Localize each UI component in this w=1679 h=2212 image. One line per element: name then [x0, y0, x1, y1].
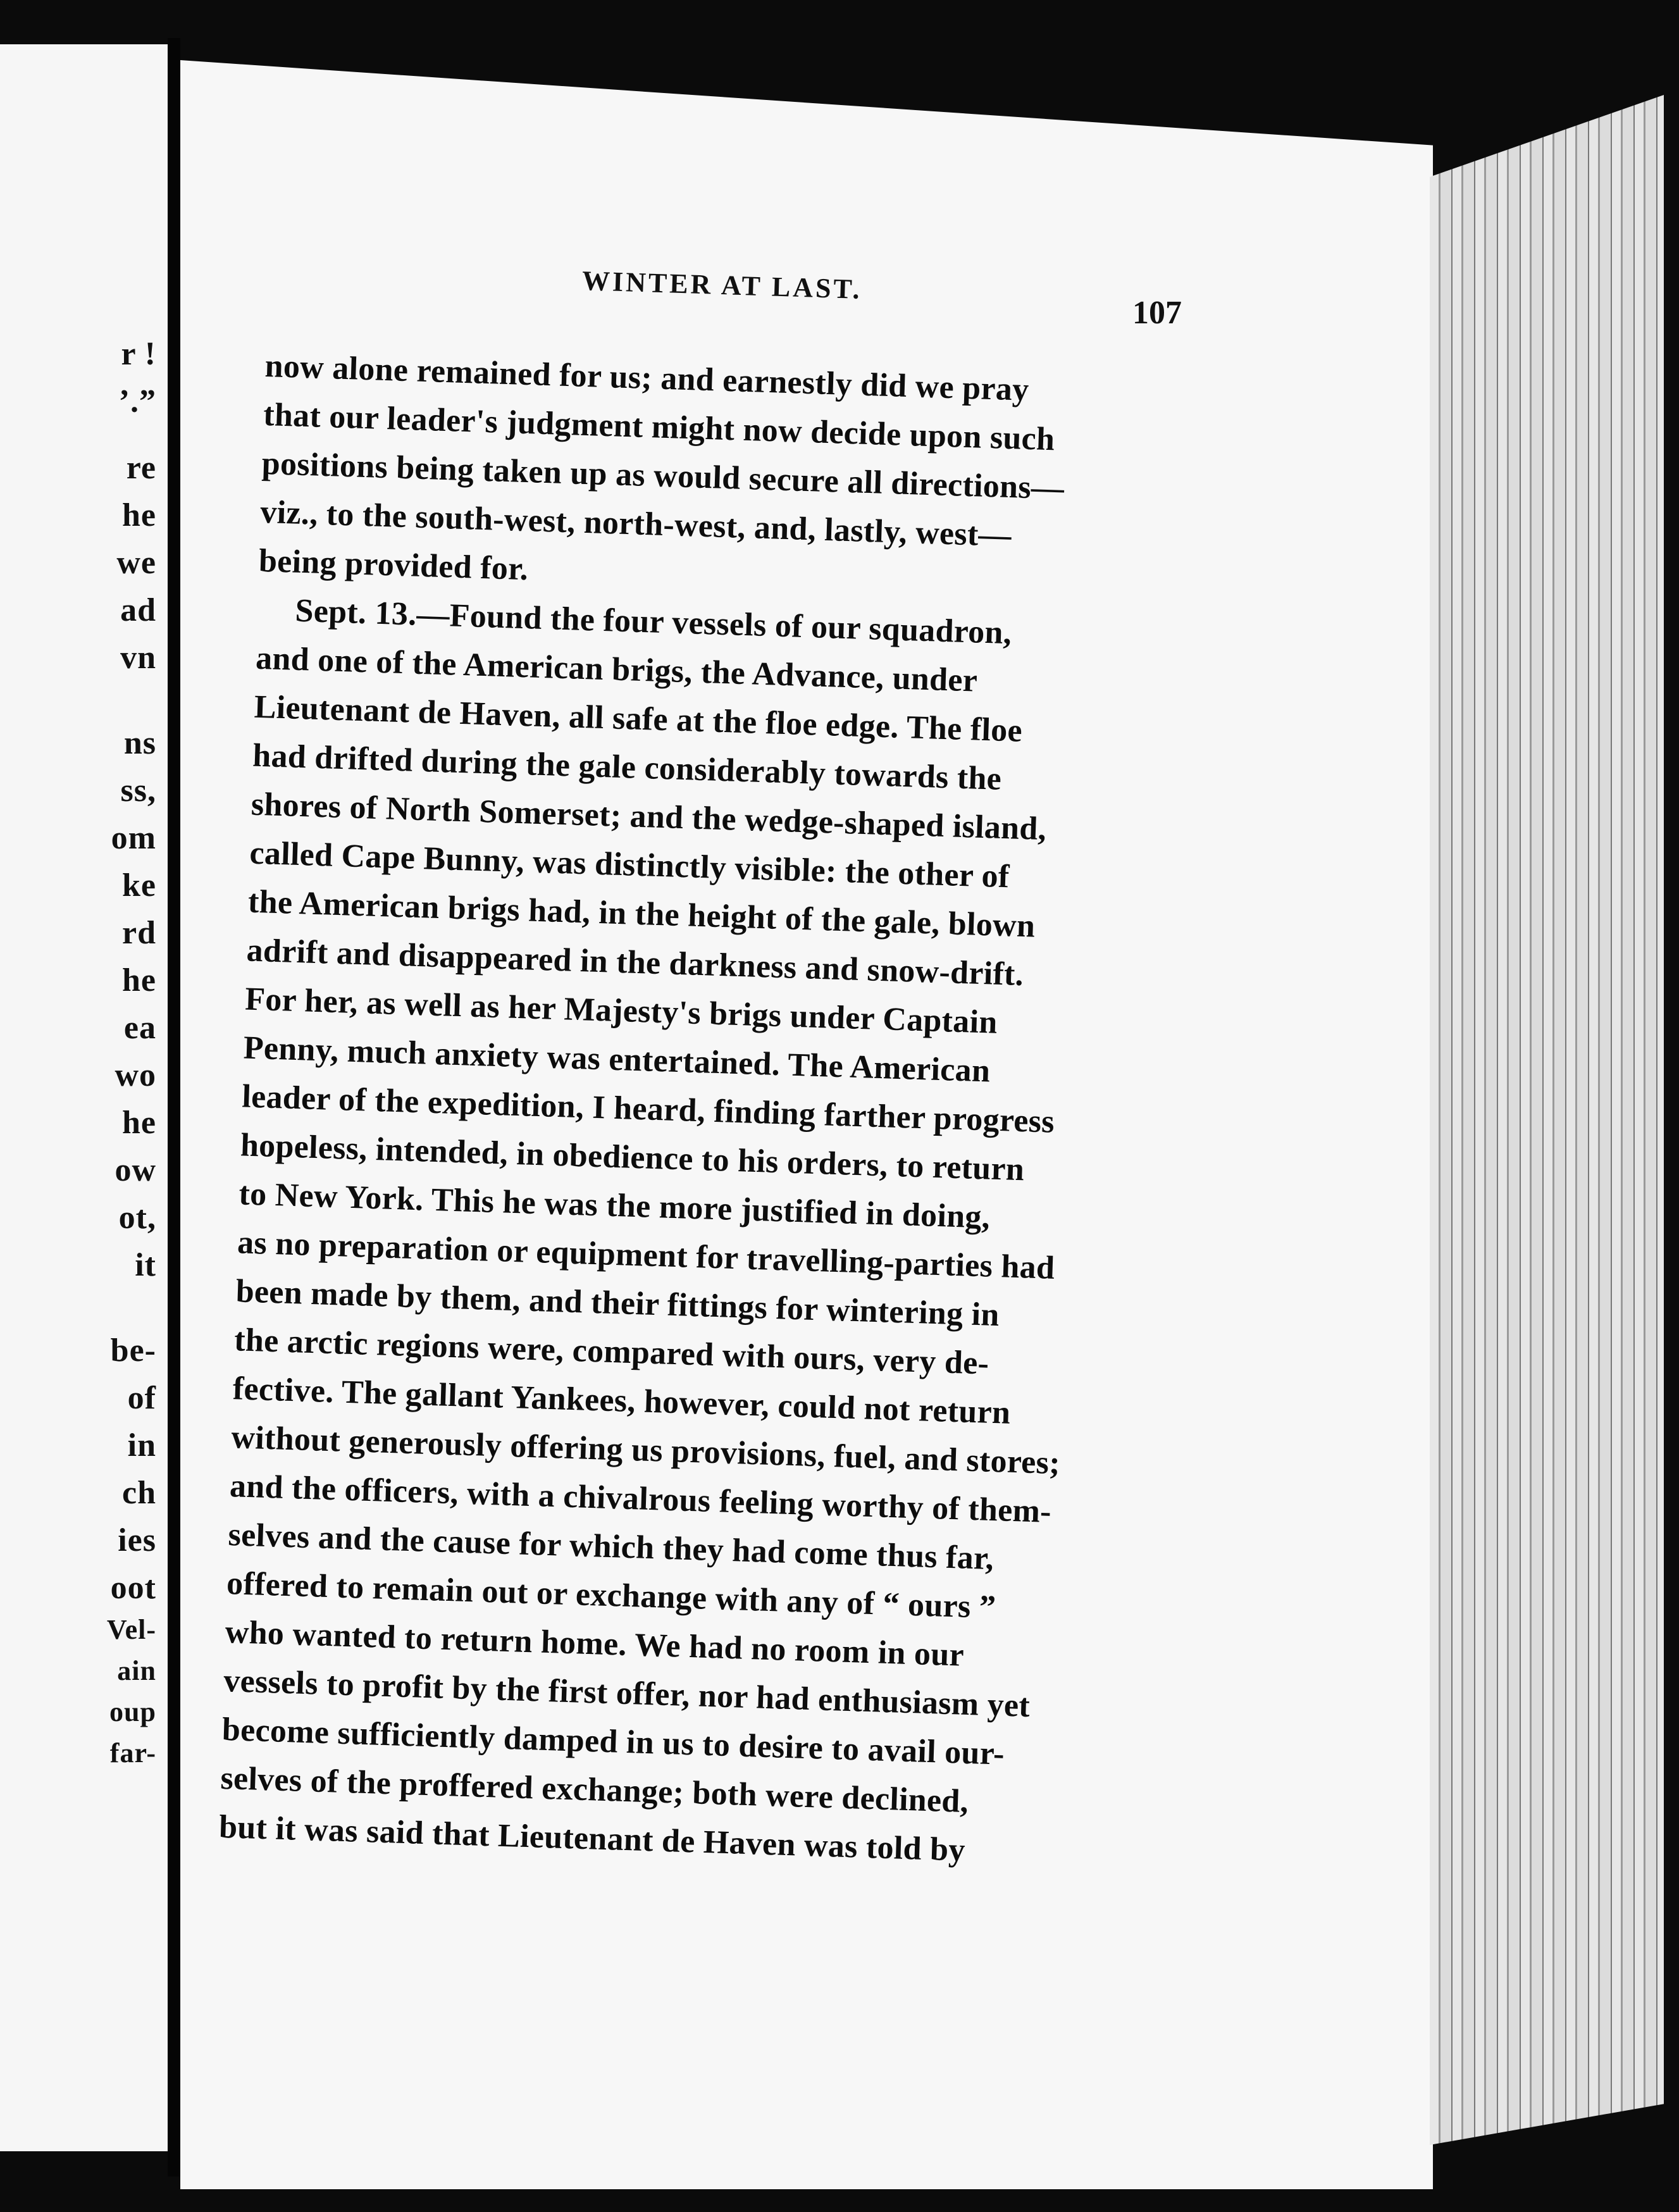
left-page-fragment: he [122, 497, 156, 533]
text-line: as no preparation or equipment for travelling-parties had [237, 1224, 1056, 1286]
left-page-fragment: ch [122, 1475, 156, 1511]
text-line: without generously offering us provisions, fuel, and stores; [230, 1419, 1061, 1482]
text-line: Sept. 13.—Found the four vessels of our squadron, [294, 592, 1012, 652]
left-page-fragment: ’.” [118, 383, 156, 419]
text-line: and the officers, with a chivalrous feeling worthy of them- [229, 1468, 1052, 1530]
left-page-fragment: vn [120, 640, 156, 676]
page-number: 107 [1132, 295, 1182, 331]
text-line: Lieutenant de Haven, all safe at the floe edge. The floe [253, 688, 1023, 749]
left-page-fragment: he [122, 962, 156, 998]
book-gutter [168, 38, 180, 2177]
text-line: had drifted during the gale considerably towards the [252, 737, 1002, 797]
left-page-fragment: ea [123, 1010, 156, 1046]
text-line: fective. The gallant Yankees, however, could not return [232, 1370, 1012, 1431]
text-line: now alone remained for us; and earnestly did we pray [264, 347, 1030, 408]
text-line: being provided for. [258, 542, 529, 588]
left-page-fragment: ot, [118, 1200, 156, 1236]
left-page-fragment: rd [122, 915, 156, 951]
left-page-fragment: oot [110, 1570, 156, 1606]
left-page-fragment: we [116, 545, 156, 581]
left-page-fragment: re [126, 450, 156, 486]
text-line: but it was said that Lieutenant de Haven was told by [218, 1808, 966, 1868]
text-line: leader of the expedition, I heard, finding farther progress [241, 1078, 1055, 1140]
text-line: the American brigs had, in the height of the gale, blown [247, 883, 1036, 945]
left-page-fragment: ss, [120, 773, 156, 809]
text-line: For her, as well as her Majesty's brigs under Captain [244, 981, 998, 1041]
left-page-fragment: r ! [121, 336, 156, 372]
text-line: positions being taken up as would secure all directions— [261, 445, 1065, 507]
left-page-fragment: far- [109, 1737, 156, 1768]
left-page-fragment: ns [123, 725, 156, 761]
text-line: that our leader's judgment might now decide upon such [263, 396, 1056, 458]
left-page-fragment: it [135, 1247, 156, 1283]
text-line: shores of North Somerset; and the wedge-shaped island, [251, 786, 1047, 848]
left-page-fragment: he [122, 1105, 156, 1141]
text-line: called Cape Bunny, was distinctly visible: the other of [249, 835, 1010, 895]
text-line: been made by them, and their fittings for wintering in [235, 1273, 1000, 1334]
page-edges [1430, 95, 1664, 2145]
left-page-fragment: of [127, 1380, 156, 1416]
text-line: selves of the proffered exchange; both were declined, [220, 1760, 969, 1820]
text-line: viz., to the south-west, north-west, and, lastly, west— [259, 494, 1012, 554]
text-line: offered to remain out or exchange with any of “ ours ” [226, 1565, 997, 1626]
text-line: hopeless, intended, in obedience to his orders, to return [240, 1127, 1025, 1188]
left-page-fragment: ies [118, 1522, 156, 1558]
text-line: vessels to profit by the first offer, nor had enthusiasm yet [223, 1662, 1031, 1724]
text-line: selves and the cause for which they had come thus far, [227, 1517, 994, 1577]
text-line: adrift and disappeared in the darkness and snow-drift. [245, 932, 1024, 993]
left-page-fragment: Vel- [106, 1614, 156, 1645]
left-facing-page [0, 44, 168, 2151]
left-page-fragment: in [127, 1427, 156, 1463]
text-line: Penny, much anxiety was entertained. The American [243, 1029, 991, 1090]
text-line: to New York. This he was the more justified in doing, [238, 1176, 991, 1236]
text-line: and one of the American brigs, the Advance, under [255, 640, 979, 699]
text-line: who wanted to return home. We had no room in our [225, 1614, 965, 1674]
text-line: the arctic regions were, compared with ours, very de- [233, 1322, 990, 1382]
text-line: become sufficiently damped in us to desire to avail our- [221, 1711, 1005, 1772]
left-page-fragment: be- [110, 1333, 156, 1369]
body-text [218, 342, 1182, 1880]
left-page-fragment: oup [109, 1696, 156, 1727]
left-page-fragment: om [111, 820, 156, 856]
left-page-fragment: ain [117, 1655, 156, 1686]
left-page-fragment: ow [115, 1152, 156, 1188]
left-page-fragment: ke [122, 867, 156, 904]
running-head: WINTER AT LAST. [581, 265, 863, 305]
left-page-fragment: ad [120, 592, 156, 628]
left-page-fragment: wo [115, 1057, 156, 1093]
